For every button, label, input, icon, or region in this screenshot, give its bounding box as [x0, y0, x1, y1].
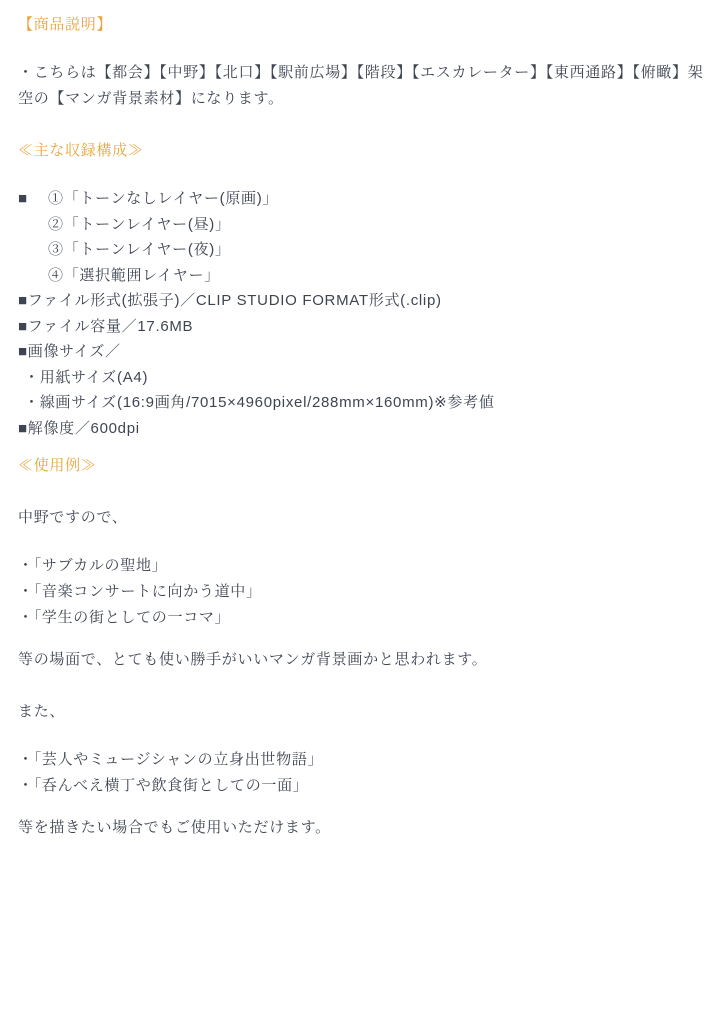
layer-list-item: ③「トーンレイヤー(夜)」: [48, 241, 231, 258]
layer-list: [18, 186, 706, 288]
spec-lineart-size: ・線画サイズ(16:9画角/7015×4960pixel/288mm×160mm)※参考値: [24, 394, 495, 411]
usage-closing-paragraph: 等を描きたい場合でもご使用いただけます。: [18, 819, 331, 836]
usage-example-item: ・「芸人やミュージシャンの立身出世物語」: [18, 751, 324, 768]
spec-file-size: ■ファイル容量／17.6MB: [18, 317, 194, 335]
usage-example-item: ・「学生の街としての一コマ」: [18, 609, 231, 626]
spec-resolution: ■解像度／600dpi: [18, 419, 140, 437]
usage-also-paragraph: また、: [18, 703, 66, 720]
layer-list-items: [48, 186, 706, 288]
spec-paper-size: ・用紙サイズ(A4): [24, 368, 149, 386]
usage-example-item: ・「呑んべえ横丁や飲食街としての一面」: [18, 777, 309, 794]
usage-example-group-1: [18, 553, 706, 631]
contents-block: [18, 186, 706, 441]
layer-list-item: ④「選択範囲レイヤー」: [48, 266, 220, 284]
spec-file-format: ■ファイル形式(拡張子)／CLIP STUDIO FORMAT形式(.clip): [18, 292, 442, 309]
section-heading-usage-examples: ≪使用例≫: [18, 457, 97, 474]
section-heading-product-description: 【商品説明】: [18, 16, 113, 33]
section-heading-contents: ≪主な収録構成≫: [18, 142, 144, 159]
usage-lead-paragraph: 中野ですので、: [18, 509, 128, 526]
layer-list-bullet: ■: [18, 190, 28, 207]
spec-image-size: ■画像サイズ／: [18, 343, 121, 360]
usage-example-group-2: [18, 747, 706, 799]
usage-example-item: ・「音楽コンサートに向かう道中」: [18, 583, 262, 600]
product-intro-paragraph: ・こちらは【都会】【中野】【北口】【駅前広場】【階段】【エスカレーター】【東西通路】【俯瞰】架空の【マンガ背景素材】になります。: [18, 64, 704, 107]
layer-list-item: ②「トーンレイヤー(昼)」: [48, 215, 231, 233]
usage-note-paragraph: 等の場面で、とても使い勝手がいいマンガ背景画かと思われます。: [18, 651, 488, 668]
usage-example-item: ・「サブカルの聖地」: [18, 557, 168, 574]
layer-list-item: ①「トーンなしレイヤー(原画)」: [48, 190, 279, 207]
